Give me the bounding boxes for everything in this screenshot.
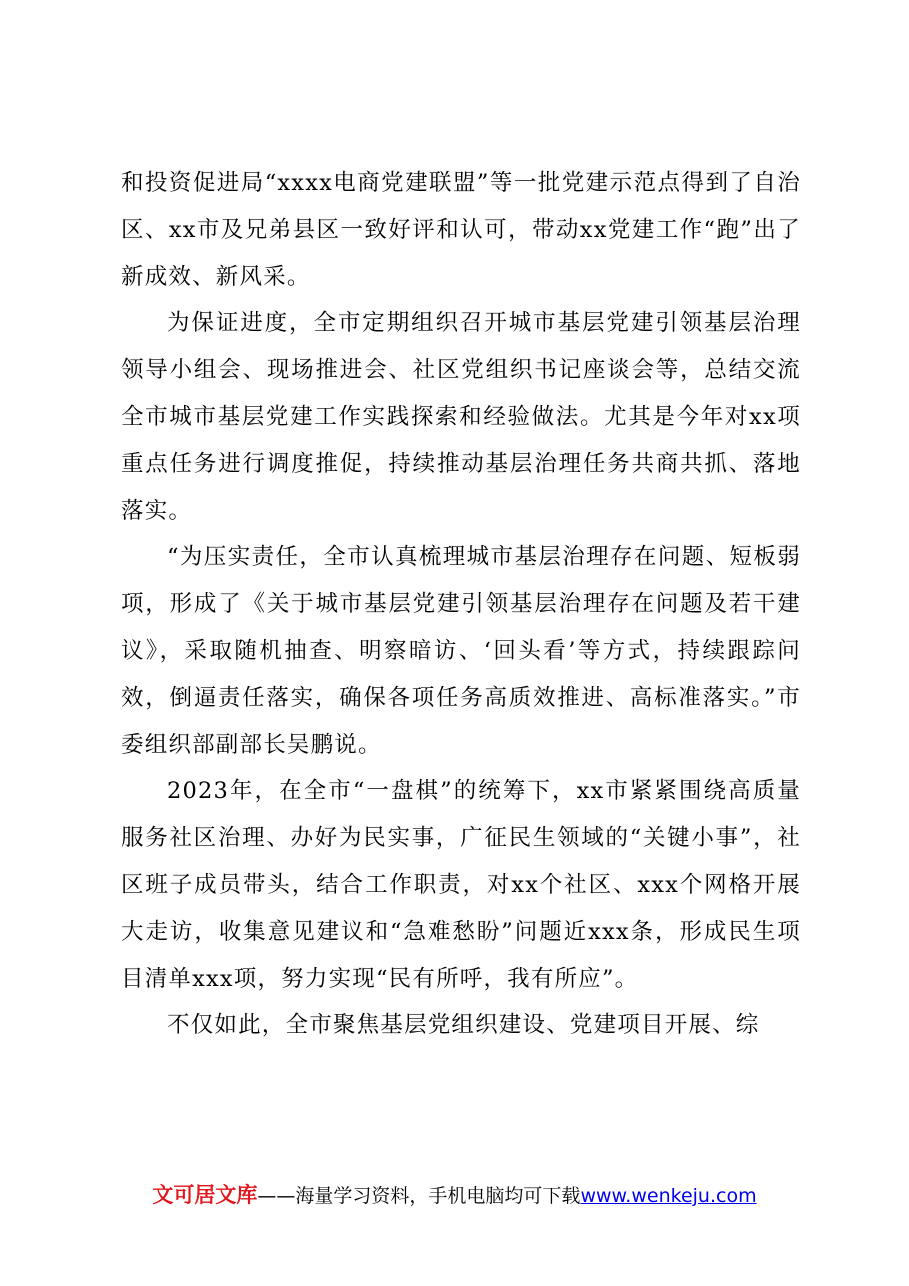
document-body [121, 160, 801, 1049]
paragraph-5: 不仅如此，全市聚焦基层党组织建设、党建项目开展、综 [167, 1012, 760, 1039]
footer-brand: 文可居文库 [152, 1183, 258, 1207]
paragraph-2: 为保证进度，全市定期组织召开城市基层党建引领基层治理领导小组会、现场推进会、社区党组织书记座谈会等，总结交流全市城市基层党建工作实践探索和经验做法。尤其是今年对xx项重点任务进行调度推促，持续推动基层治理任务共商共抓、落地落实。 [121, 310, 801, 524]
footer-tagline: ——海量学习资料，手机电脑均可下载 [257, 1185, 581, 1207]
paragraph-1: 和投资促进局“xxxx电商党建联盟”等一批党建示范点得到了自治区、xx市及兄弟县区一致好评和认可，带动xx党建工作“跑”出了新成效、新风采。 [121, 170, 801, 290]
paragraph-4: 2023年，在全市“一盘棋”的统筹下，xx市紧紧围绕高质量服务社区治理、办好为民实事，广征民生领域的“关键小事”，社区班子成员带头，结合工作职责，对xx个社区、xxx个网格开展大走访，收集意见建议和“急难愁盼”问题近xxx条，形成民生项目清单xxx项，努力实现“民有所呼，我有所应”。 [121, 778, 801, 992]
footer-site-link[interactable]: www.wenkeju.com [580, 1185, 757, 1207]
paragraph-3: “为压实责任，全市认真梳理城市基层治理存在问题、短板弱项，形成了《关于城市基层党建引领基层治理存在问题及若干建议》，采取随机抽查、明察暗访、‘回头看’等方式，持续跟踪问效，倒逼责任落实，确保各项任务高质效推进、高标准落实。”市委组织部副部长吴鹏说。 [121, 544, 801, 758]
page-footer [0, 1180, 909, 1211]
